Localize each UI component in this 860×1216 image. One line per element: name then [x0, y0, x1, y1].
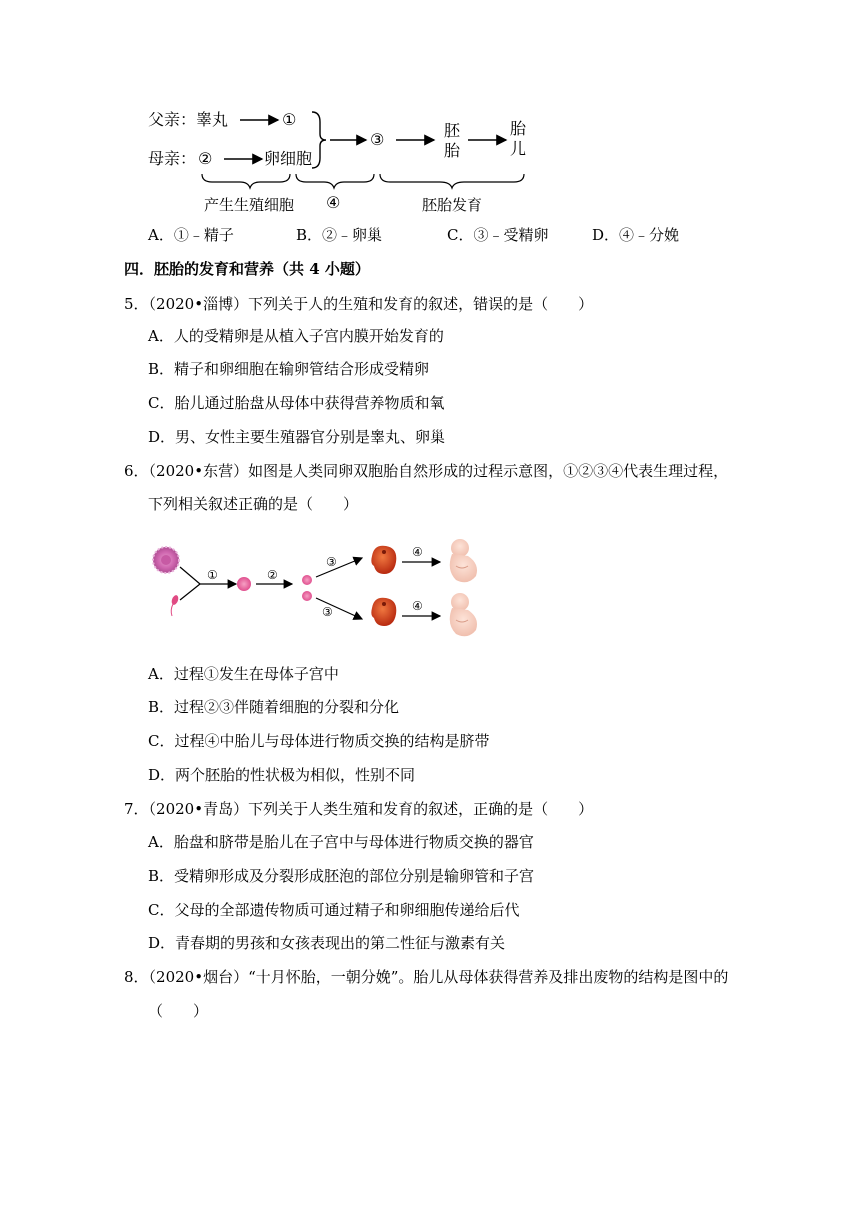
split-cell-bottom [302, 591, 312, 601]
embryo-image-bottom [371, 598, 396, 626]
q4-option-a: A．①﹣精子 [148, 226, 234, 244]
embryo-image-top [371, 546, 396, 574]
embryo-top: 胚 [444, 121, 461, 140]
reproduction-flow-diagram [140, 100, 540, 220]
q7-option-b: B．受精卵形成及分裂形成胚泡的部位分别是输卵管和子宫 [148, 867, 535, 885]
q7-stem: 7．（2020•青岛）下列关于人类生殖和发育的叙述，正确的是（ ） [124, 800, 594, 818]
twin-step-4-label-bottom: ④ [412, 599, 423, 613]
fetus-bottom: 儿 [510, 139, 527, 158]
q6-stem-line2: 下列相关叙述正确的是（ ） [148, 495, 359, 513]
twin-step-3-label-bottom: ③ [322, 605, 333, 619]
q7-option-c: C．父母的全部遗传物质可通过精子和卵细胞传递给后代 [148, 901, 520, 919]
twin-formation-diagram [150, 536, 500, 652]
q6-stem-line1: 6．（2020•东营）如图是人类同卵双胞胎自然形成的过程示意图，①②③④代表生理过程， [124, 462, 729, 480]
circle-4-label: ④ [326, 193, 341, 212]
zygote-image [237, 577, 251, 591]
circle-1-label: ① [282, 110, 297, 129]
egg-cell-label: 卵细胞 [264, 149, 313, 168]
father-label: 父亲：睾丸 [148, 110, 229, 129]
split-cell-top [302, 575, 312, 585]
twin-step-2-label: ② [267, 568, 278, 582]
q4-option-d: D．④﹣分娩 [592, 226, 680, 244]
q6-option-c: C．过程④中胎儿与母体进行物质交换的结构是脐带 [148, 732, 490, 750]
twin-step-1-label: ① [207, 568, 218, 582]
fetus-top: 胎 [510, 119, 527, 138]
gamete-production-label: 产生生殖细胞 [204, 196, 295, 214]
q8-stem-line2: （ ） [148, 1002, 209, 1020]
circle-3-label: ③ [370, 130, 385, 149]
egg-cell-image [153, 547, 179, 573]
section-title: 四．胚胎的发育和营养（共 4 小题） [124, 260, 370, 278]
q5-option-c: C．胎儿通过胎盘从母体中获得营养物质和氧 [148, 394, 445, 412]
mother-label: 母亲： [148, 149, 197, 168]
q7-option-a: A．胎盘和脐带是胎儿在子宫中与母体进行物质交换的器官 [148, 833, 534, 851]
q6-option-d: D．两个胚胎的性状极为相似，性别不同 [148, 766, 416, 784]
twin-step-3-label-top: ③ [326, 555, 337, 569]
circle-2-label: ② [198, 149, 213, 168]
q8-stem-line1: 8．（2020•烟台）“十月怀胎，一朝分娩”。胎儿从母体获得营养及排出废物的结构是图中的 [124, 968, 729, 986]
q5-option-d: D．男、女性主要生殖器官分别是睾丸、卵巢 [148, 428, 446, 446]
q4-option-b: B．②﹣卵巢 [296, 226, 383, 244]
q6-option-b: B．过程②③伴随着细胞的分裂和分化 [148, 698, 400, 716]
q7-option-d: D．青春期的男孩和女孩表现出的第二性征与激素有关 [148, 934, 506, 952]
fetus-image-bottom [450, 593, 477, 636]
sperm-cell-image [170, 594, 179, 616]
q5-option-b: B．精子和卵细胞在输卵管结合形成受精卵 [148, 360, 430, 378]
q5-option-a: A．人的受精卵是从植入子宫内膜开始发育的 [148, 327, 444, 345]
embryo-development-label: 胚胎发育 [422, 196, 483, 214]
q6-option-a: A．过程①发生在母体子宫中 [148, 665, 339, 683]
embryo-bottom: 胎 [444, 141, 461, 160]
q5-stem: 5．（2020•淄博）下列关于人的生殖和发育的叙述，错误的是（ ） [124, 295, 594, 313]
fetus-image-top [450, 539, 477, 582]
q4-option-c: C．③﹣受精卵 [447, 226, 549, 244]
twin-step-4-label-top: ④ [412, 545, 423, 559]
